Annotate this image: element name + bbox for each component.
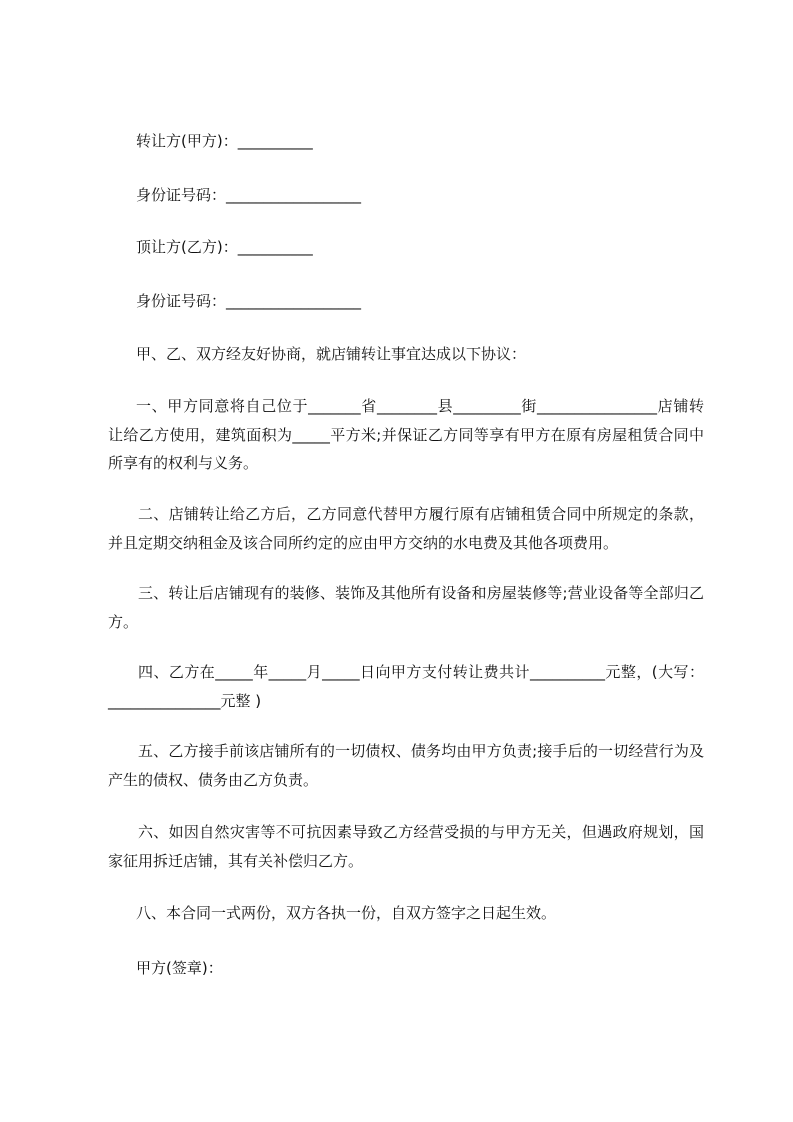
intro-paragraph: 甲、乙、双方经友好协商，就店铺转让事宜达成以下协议：	[136, 345, 527, 363]
transferor-id-field: 身份证号码：__________________	[136, 186, 362, 204]
clause-5: 五、乙方接手前该店铺所有的一切债权、债务均由甲方负责;接手后的一切经营行为及产生的债权、债务由乙方负责。	[108, 742, 704, 789]
clause-2: 二、店铺转让给乙方后，乙方同意代替甲方履行原有店铺租赁合同中所规定的条款，并且定期交纳租金及该合同所约定的应由甲方交纳的水电费及其他各项费用。	[108, 505, 704, 552]
signature-field: 甲方(签章)：	[136, 959, 223, 977]
clause-4: 四、乙方在_____年_____月_____日向甲方支付转让费共计__________元整，(大写： _______________元整 )	[108, 663, 704, 710]
transferee-id-field: 身份证号码：__________________	[136, 292, 362, 310]
clause-8: 八、本合同一式两份，双方各执一份，自双方签字之日起生效。	[136, 904, 557, 922]
transferee-field: 顶让方(乙方)：__________	[136, 238, 313, 256]
transferor-field: 转让方(甲方)：__________	[136, 132, 313, 150]
clause-1: 一、甲方同意将自己位于_______省________县_________街________________店铺转让给乙方使用，建筑面积为_____平方米;并保证乙方同等享有甲方在原有房屋租赁合同中所享有的权利与义务。	[108, 397, 704, 472]
clause-6: 六、如因自然灾害等不可抗因素导致乙方经营受损的与甲方无关，但遇政府规划，国家征用拆迁店铺，其有关补偿归乙方。	[108, 823, 704, 870]
clause-3: 三、转让后店铺现有的装修、装饰及其他所有设备和房屋装修等;营业设备等全部归乙方。	[108, 584, 704, 631]
